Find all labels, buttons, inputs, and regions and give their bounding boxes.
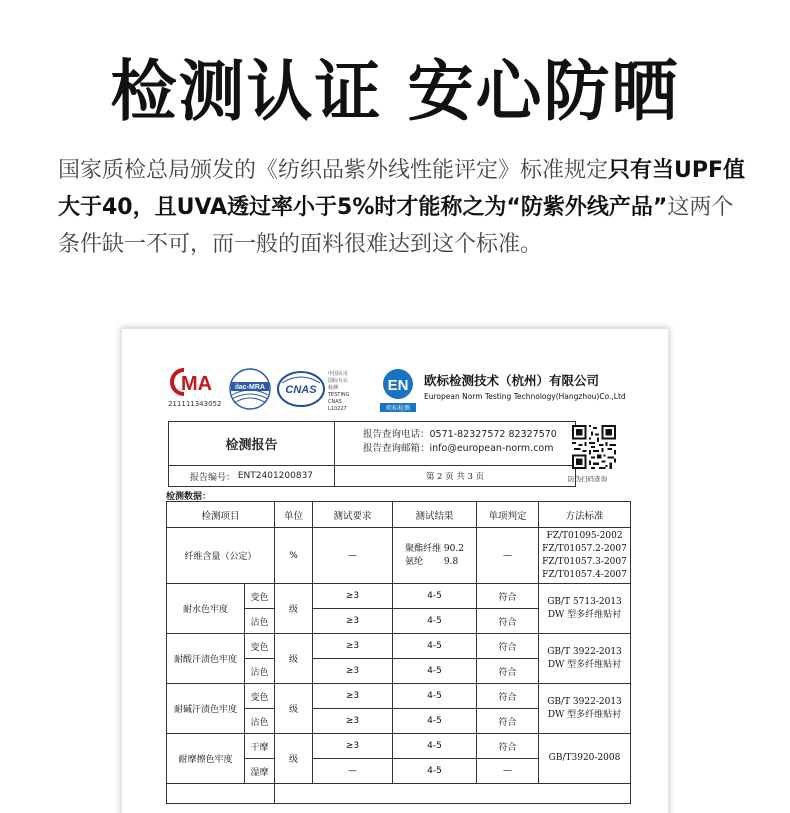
test-result: 4-5	[393, 584, 477, 609]
company-name-en: European Norm Testing Technology(Hangzhou)Co.,Ltd	[424, 392, 626, 401]
col-header-requirement: 测试要求	[313, 502, 393, 528]
test-item-name: 耐酸汗渍色牢度	[167, 634, 245, 684]
test-requirement: ≥3	[313, 634, 393, 659]
test-standard-line: DW 型多纤维贴衬	[547, 609, 622, 620]
test-result: 4-5	[393, 709, 477, 734]
test-report-image	[121, 328, 669, 813]
test-item-name: 耐摩擦色牢度	[167, 734, 245, 784]
col-header-unit: 单位	[275, 502, 313, 528]
fiber-item: 纤维含量（公定）	[167, 528, 275, 584]
cnas-caption: 中国认可 国际互认 检测 TESTING CNAS L10227	[328, 371, 350, 412]
company-name-cn: 欧标检测技术（杭州）有限公司	[424, 373, 600, 388]
table-row	[167, 734, 631, 759]
table-row	[167, 684, 631, 709]
cma-number: 211111343052	[168, 400, 222, 408]
test-subitem: 湿摩	[245, 759, 275, 784]
test-result: 4-5	[393, 659, 477, 684]
cnas-logo	[276, 369, 326, 409]
test-subitem: 变色	[245, 584, 275, 609]
table-row-empty	[167, 784, 631, 804]
fiber-requirement: —	[313, 528, 393, 584]
test-verdict: 符合	[477, 609, 539, 634]
report-number: 报告编号： ENT2401200837	[169, 466, 335, 486]
svg-text:CNAS: CNAS	[285, 384, 317, 396]
test-item-name: 耐碱汗渍色牢度	[167, 684, 245, 734]
intro-bold-text: 只有当UPF值大于40，且UVA透过率小于5%时才能称之为“防紫外线产品”	[58, 158, 746, 220]
test-subitem: 变色	[245, 684, 275, 709]
report-page-indicator: 第 2 页 共 3 页	[425, 472, 485, 482]
test-verdict: 符合	[477, 709, 539, 734]
col-header-result: 测试结果	[393, 502, 477, 528]
qr-caption: 防伪扫码查询	[568, 475, 607, 483]
test-subitem: 干摩	[245, 734, 275, 759]
test-subitem: 变色	[245, 634, 275, 659]
test-requirement: ≥3	[313, 734, 393, 759]
test-verdict: 符合	[477, 634, 539, 659]
test-standard	[539, 734, 631, 784]
test-verdict: —	[477, 759, 539, 784]
test-results-table	[166, 501, 631, 804]
report-title: 检测报告	[169, 422, 335, 466]
test-result: 4-5	[393, 734, 477, 759]
report-email: info@european-norm.com	[429, 443, 554, 454]
test-standard	[539, 684, 631, 734]
test-standard-line: GB/T 3922-2013	[547, 646, 622, 657]
test-requirement: ≥3	[313, 659, 393, 684]
test-requirement: ≥3	[313, 709, 393, 734]
svg-text:EN: EN	[387, 377, 409, 394]
table-header-row	[167, 502, 631, 528]
intro-text-1: 国家质检总局颁发的《纺织品紫外线性能评定》标准规定	[58, 158, 609, 183]
report-header-table	[168, 421, 576, 487]
svg-text:欧标检测: 欧标检测	[385, 405, 411, 412]
test-result: 4-5	[393, 634, 477, 659]
test-standard-line: DW 型多纤维贴衬	[547, 709, 622, 720]
col-header-item: 检测项目	[167, 502, 275, 528]
test-unit: 级	[275, 734, 313, 784]
test-standard	[539, 634, 631, 684]
fiber-verdict: —	[477, 528, 539, 584]
test-standard-line: GB/T3920-2008	[548, 753, 621, 763]
test-subitem: 沾色	[245, 709, 275, 734]
table-row	[167, 634, 631, 659]
test-standard-line: DW 型多纤维贴衬	[547, 659, 622, 670]
ilac-mra-logo	[228, 367, 272, 411]
table-row	[167, 584, 631, 609]
test-requirement: —	[313, 759, 393, 784]
en-company-logo	[378, 367, 418, 413]
test-subitem: 沾色	[245, 659, 275, 684]
test-requirement: ≥3	[313, 609, 393, 634]
data-section-title: 检测数据：	[166, 492, 212, 502]
fiber-standard: FZ/T01095-2002 FZ/T01057.2-2007 FZ/T01057.3-2007 FZ/T01057.4-2007	[539, 528, 631, 584]
svg-text:MA: MA	[181, 373, 213, 395]
col-header-standard: 方法标准	[539, 502, 631, 528]
fiber-result: 聚酯纤维 90.2 氨纶 9.8	[393, 528, 477, 584]
fiber-unit: %	[275, 528, 313, 584]
test-result: 4-5	[393, 759, 477, 784]
test-standard-line: GB/T 3922-2013	[547, 696, 622, 707]
test-unit: 级	[275, 634, 313, 684]
test-verdict: 符合	[477, 659, 539, 684]
qr-code-icon	[572, 425, 616, 469]
report-contact: 报告查询电话：0571-82327572 82327570 报告查询邮箱：info@european-norm.com	[335, 422, 575, 466]
col-header-verdict: 单项判定	[477, 502, 539, 528]
test-requirement: ≥3	[313, 684, 393, 709]
test-result: 4-5	[393, 684, 477, 709]
test-verdict: 符合	[477, 684, 539, 709]
svg-text:ilac-MRA: ilac-MRA	[235, 384, 265, 391]
company-name	[424, 371, 684, 401]
intro-paragraph	[58, 152, 748, 263]
test-requirement: ≥3	[313, 584, 393, 609]
intro-text-2: 这两个条件缺一不可，而一般的面料很难达到这个标准。	[58, 195, 734, 257]
test-result: 4-5	[393, 609, 477, 634]
test-verdict: 符合	[477, 584, 539, 609]
test-item-name: 耐水色牢度	[167, 584, 245, 634]
report-phone: 0571-82327572 82327570	[429, 429, 557, 440]
cma-logo	[168, 367, 222, 413]
test-standard-line: GB/T 5713-2013	[547, 596, 622, 607]
test-subitem: 沾色	[245, 609, 275, 634]
table-row-fiber	[167, 528, 631, 584]
test-unit: 级	[275, 684, 313, 734]
test-unit: 级	[275, 584, 313, 634]
test-standard	[539, 584, 631, 634]
test-verdict: 符合	[477, 734, 539, 759]
page-headline: 检测认证 安心防晒	[110, 53, 680, 130]
